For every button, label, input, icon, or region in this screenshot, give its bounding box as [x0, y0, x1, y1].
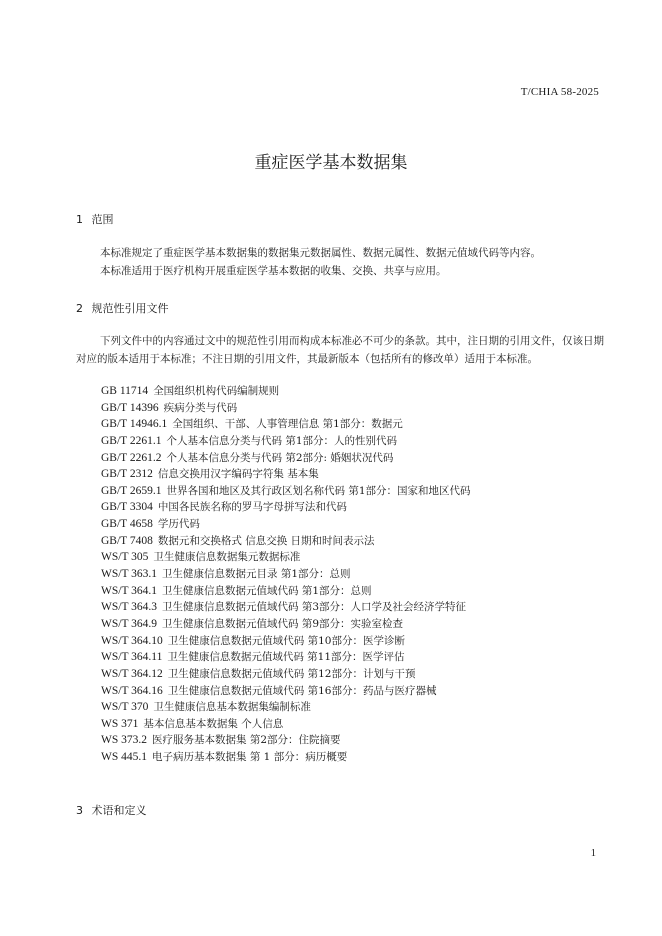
reference-title: 电子病历基本数据集 第 1 部分：病历概要	[152, 751, 348, 764]
reference-item	[101, 666, 471, 683]
reference-item	[101, 416, 471, 433]
reference-item	[101, 383, 471, 400]
reference-code: WS/T 364.12	[101, 667, 163, 680]
reference-code: GB/T 14396	[101, 401, 159, 414]
reference-code: WS/T 364.11	[101, 651, 163, 664]
reference-item	[101, 466, 471, 483]
normative-intro-text: 下列文件中的内容通过文中的规范性引用而构成本标准必不可少的条款。其中，注日期的引用文件，仅该日期对应的版本适用于本标准；不注日期的引用文件，其最新版本（包括所有的修改单）适用于本标准。	[76, 335, 604, 365]
section-title: 范围	[91, 213, 114, 226]
reference-code: WS 445.1	[101, 751, 147, 764]
reference-list	[101, 383, 471, 766]
document-title: 重症医学基本数据集	[254, 153, 408, 173]
reference-code: WS/T 305	[101, 551, 149, 564]
reference-title: 个人基本信息分类与代码 第1部分：人的性别代码	[166, 434, 398, 447]
reference-item	[101, 516, 471, 533]
reference-code: WS/T 370	[101, 701, 149, 714]
reference-code: GB/T 2261.1	[101, 434, 162, 447]
section-title: 规范性引用文件	[91, 302, 169, 315]
reference-title: 卫生健康信息数据元值域代码 第10部分：医学诊断	[167, 634, 405, 647]
reference-item	[101, 499, 471, 516]
reference-title: 中国各民族名称的罗马字母拼写法和代码	[157, 501, 347, 514]
reference-title: 卫生健康信息数据元值域代码 第9部分：实验室检查	[162, 617, 404, 630]
reference-code: GB/T 4658	[101, 518, 153, 531]
reference-title: 基本信息基本数据集 个人信息	[143, 717, 284, 730]
reference-code: WS 373.2	[101, 734, 147, 747]
scope-paragraph-2: 本标准适用于医疗机构开展重症医学基本数据的收集、交换、共享与应用。	[100, 264, 447, 277]
section-number: 2	[76, 302, 83, 315]
reference-title: 学历代码	[157, 518, 200, 531]
normative-intro	[76, 333, 606, 369]
reference-item	[101, 749, 471, 766]
section-heading-terms-definitions	[76, 802, 147, 818]
reference-code: GB 11714	[101, 385, 149, 397]
section-number: 1	[76, 213, 83, 226]
reference-code: GB/T 2261.2	[101, 451, 162, 464]
reference-code: GB/T 14946.1	[101, 418, 168, 431]
reference-code: GB/T 7408	[101, 534, 153, 547]
reference-code: WS/T 364.3	[101, 601, 158, 614]
reference-code: GB/T 3304	[101, 501, 153, 514]
reference-title: 卫生健康信息数据元值域代码 第16部分：药品与医疗器械	[167, 684, 437, 697]
reference-item	[101, 566, 471, 583]
reference-item	[101, 450, 471, 467]
reference-title: 卫生健康信息数据元值域代码 第11部分：医学评估	[167, 651, 405, 664]
scope-paragraphs	[76, 245, 606, 281]
reference-item	[101, 649, 471, 666]
reference-code: GB/T 2312	[101, 468, 153, 481]
reference-title: 医疗服务基本数据集 第2部分：住院摘要	[152, 734, 341, 747]
reference-item	[101, 549, 471, 566]
reference-item	[101, 533, 471, 550]
section-number: 3	[76, 804, 83, 817]
section-heading-scope	[76, 211, 114, 227]
reference-code: WS/T 364.1	[101, 584, 158, 597]
reference-title: 全国组织机构代码编制规则	[153, 385, 280, 397]
page-number: 1	[590, 848, 596, 859]
reference-item	[101, 583, 471, 600]
reference-item	[101, 699, 471, 716]
reference-item	[101, 483, 471, 500]
reference-code: WS/T 364.16	[101, 684, 163, 697]
reference-title: 卫生健康信息数据元值域代码 第12部分：计划与干预	[167, 667, 416, 680]
reference-title: 信息交换用汉字编码字符集 基本集	[157, 468, 319, 481]
section-title: 术语和定义	[91, 804, 147, 817]
reference-item	[101, 732, 471, 749]
reference-code: WS/T 364.9	[101, 617, 158, 630]
reference-item	[101, 616, 471, 633]
reference-title: 卫生健康信息数据集元数据标准	[153, 551, 301, 564]
standard-code: T/CHIA 58-2025	[520, 86, 599, 98]
reference-title: 疾病分类与代码	[163, 401, 238, 414]
reference-code: WS/T 364.10	[101, 634, 163, 647]
reference-item	[101, 400, 471, 417]
section-heading-normative-references	[76, 300, 169, 316]
reference-title: 卫生健康信息数据元值域代码 第1部分：总则	[162, 584, 372, 597]
reference-item	[101, 633, 471, 650]
reference-title: 卫生健康信息基本数据集编制标准	[153, 701, 311, 714]
reference-title: 数据元和交换格式 信息交换 日期和时间表示法	[157, 534, 375, 547]
reference-item	[101, 716, 471, 733]
reference-title: 世界各国和地区及其行政区划名称代码 第1部分：国家和地区代码	[166, 484, 471, 497]
reference-title: 个人基本信息分类与代码 第2部分: 婚姻状况代码	[166, 451, 394, 464]
reference-item	[101, 683, 471, 700]
reference-title: 卫生健康信息数据元值域代码 第3部分：人口学及社会经济学特征	[162, 601, 467, 614]
reference-title: 卫生健康信息数据元目录 第1部分：总则	[162, 568, 351, 581]
scope-paragraph-1: 本标准规定了重症医学基本数据集的数据集元数据属性、数据元属性、数据元值域代码等内容。	[100, 247, 541, 259]
reference-code: GB/T 2659.1	[101, 484, 162, 497]
reference-item	[101, 433, 471, 450]
reference-code: WS/T 363.1	[101, 568, 158, 581]
reference-item	[101, 599, 471, 616]
reference-title: 全国组织、干部、人事管理信息 第1部分：数据元	[172, 418, 403, 431]
reference-code: WS 371	[101, 717, 139, 730]
